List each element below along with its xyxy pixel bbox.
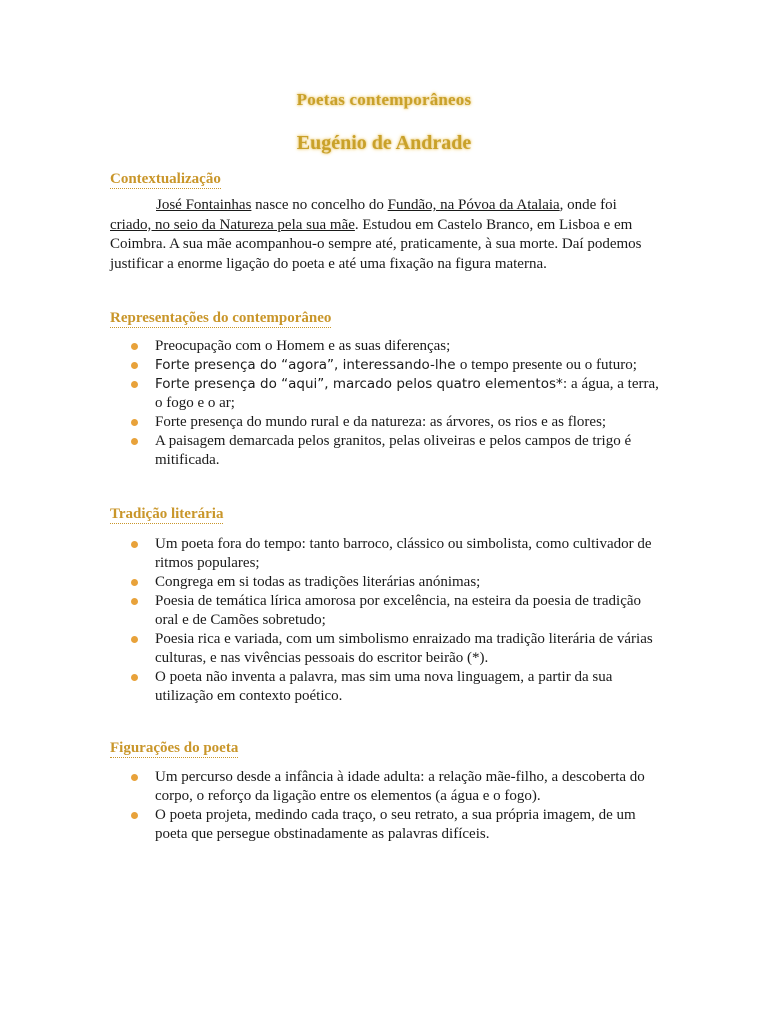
bullet-icon [131, 419, 138, 426]
list-figuracoes [110, 768, 660, 844]
list-item-text: Congrega em si todas as tradições literárias anónimas; [155, 574, 481, 590]
heading-tradicao: Tradição literária [110, 506, 224, 522]
list-item-text: Forte presença do “agora”, interessando-lhe [155, 357, 460, 373]
document-subtitle: Poetas contemporâneos [296, 90, 472, 109]
bullet-icon [131, 579, 138, 586]
list-item [110, 337, 660, 356]
heading-representacoes: Representações do contemporâneo [110, 310, 332, 326]
text-span: , onde foi [559, 197, 617, 213]
list-item [110, 432, 660, 470]
list-item [110, 768, 660, 806]
bullet-icon [131, 774, 138, 781]
list-item [110, 592, 660, 630]
list-tradicao [110, 535, 660, 706]
list-item [110, 668, 660, 706]
list-item-text: Poesia rica e variada, com um simbolismo enraizado ma tradição literária de várias culturas, e nas vivências pessoais do escritor beirão (*). [155, 631, 653, 666]
list-item [110, 413, 660, 432]
list-item-text: o tempo presente ou o futuro; [459, 357, 637, 373]
text-span: nasce no concelho do [251, 197, 388, 213]
list-representacoes [110, 337, 660, 470]
list-item-text: Preocupação com o Homem e as suas diferenças; [155, 338, 451, 354]
bullet-icon [131, 343, 138, 350]
bullet-icon [131, 674, 138, 681]
document-title: Eugénio de Andrade [296, 132, 472, 154]
bullet-icon [131, 381, 138, 388]
bullet-icon [131, 541, 138, 548]
list-item-text: Forte presença do “aqui”, marcado pelos quatro elementos*: [155, 376, 568, 392]
list-item [110, 356, 660, 375]
bullet-icon [131, 438, 138, 445]
list-item [110, 375, 660, 413]
text-span: . Estudou em Castelo Branco, em Lisboa e em Coimbra. A sua mãe acompanhou-o sempre até, praticamente, à sua morte. Daí podemos justificar a enorme ligação do poeta e até uma fixação na figura materna. [110, 216, 642, 272]
list-item-text: a água, a terra, o fogo e o ar; [155, 376, 659, 411]
bullet-icon [131, 636, 138, 643]
heading-contextualizacao: Contextualização [110, 171, 221, 187]
list-item-text: Um poeta fora do tempo: tanto barroco, clássico ou simbolista, como cultivador de ritmos populares; [155, 536, 652, 571]
bullet-icon [131, 812, 138, 819]
heading-figuracoes: Figurações do poeta [110, 740, 239, 756]
bullet-icon [131, 598, 138, 605]
list-item [110, 535, 660, 573]
list-item-text: Forte presença do mundo rural e da natureza: as árvores, os rios e as flores; [155, 414, 607, 430]
text-raised-link: criado, no seio da Natureza pela sua mãe [110, 216, 355, 233]
paragraph-contextualizacao [110, 196, 655, 274]
list-item-text: Um percurso desde a infância à idade adulta: a relação mãe-filho, a descoberta do corpo, o reforço da ligação entre os elementos (a água e o fogo). [155, 769, 645, 804]
list-item-text: O poeta não inventa a palavra, mas sim uma nova linguagem, a partir da sua utilização em contexto poético. [155, 669, 613, 704]
bullet-icon [131, 362, 138, 369]
list-item [110, 630, 660, 668]
list-item-text: A paisagem demarcada pelos granitos, pelas oliveiras e pelos campos de trigo é mitificada. [155, 433, 632, 468]
list-item-text: O poeta projeta, medindo cada traço, o seu retrato, a sua própria imagem, de um poeta que persegue obstinadamente as palavras difíceis. [155, 807, 636, 842]
text-place-link: Fundão, na Póvoa da Atalaia [387, 197, 560, 213]
text-name-link: José Fontainhas [156, 197, 252, 213]
list-item [110, 573, 660, 592]
list-item [110, 806, 660, 844]
list-item-text: Poesia de temática lírica amorosa por excelência, na esteira da poesia de tradição oral e de Camões sobretudo; [155, 593, 642, 628]
